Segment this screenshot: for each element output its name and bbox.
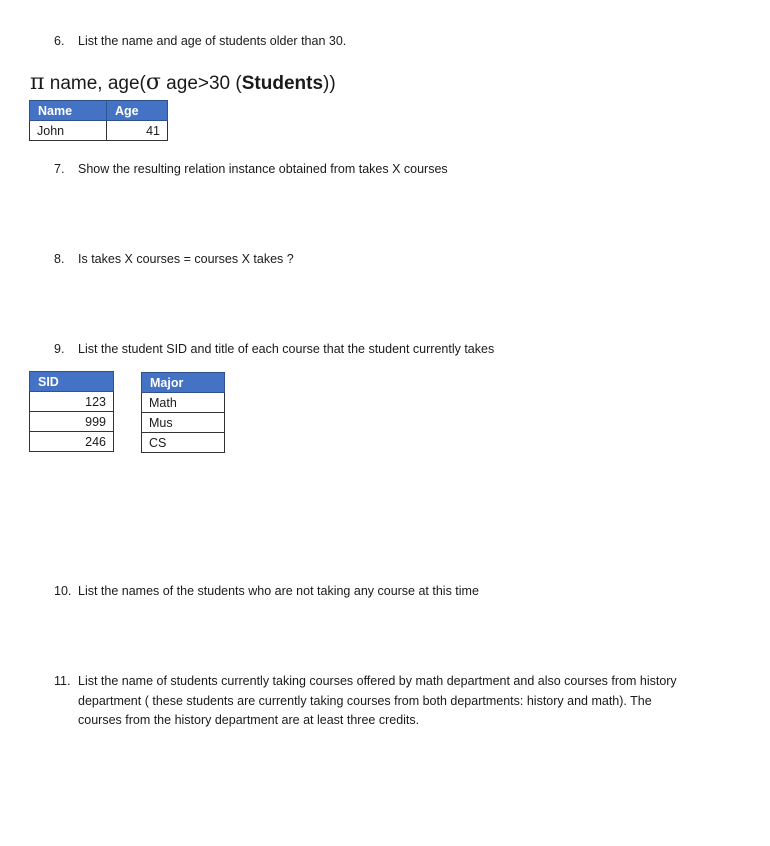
table-row [30,121,168,141]
question-11 [54,672,754,730]
cell-name: John [30,121,107,141]
question-number: 10. [54,584,72,598]
question-number: 11. [54,674,71,688]
question-text: List the name and age of students older than 30. [78,34,347,48]
sid-cell: 123 [30,392,114,412]
sigma-symbol: σ [145,70,161,95]
pi-symbol: π [30,70,45,95]
sid-cell: 999 [30,412,114,432]
question-number: 8. [54,252,65,266]
major-cell: Mus [142,413,225,433]
column-header-name: Name [30,101,107,121]
table-row [30,412,114,432]
sid-table [29,371,114,452]
question-number: 9. [54,342,65,356]
column-header-major: Major [142,373,225,393]
question-text-line-2: department ( these students are currently taking courses from both departments: history and math). The [78,694,652,708]
table-row [30,432,114,452]
question-text-line-3: courses from the history department are at least three credits. [78,713,420,727]
question-text: List the names of the students who are not taking any course at this time [78,584,479,598]
column-header-age: Age [107,101,168,121]
sid-cell: 246 [30,432,114,452]
table-row [142,413,225,433]
table-row [142,433,225,453]
question-8 [54,250,754,269]
question-text-line-1: List the name of students currently taking courses offered by math department and also courses from history [78,674,677,688]
major-cell: CS [142,433,225,453]
table-row [30,392,114,412]
major-table [141,372,225,453]
result-table-name-age [29,100,168,141]
question-number: 7. [54,162,65,176]
question-7 [54,160,754,179]
question-text: List the student SID and title of each course that the student currently takes [78,342,495,356]
relation-name: Students [241,73,324,94]
column-header-sid: SID [30,372,114,392]
relational-algebra-formula: π name, age(σ age>30 (Students)) [30,70,336,95]
question-text: Show the resulting relation instance obtained from takes X courses [78,162,448,176]
question-10 [54,582,754,601]
question-text: Is takes X courses = courses X takes ? [78,252,294,266]
question-6 [54,32,754,51]
question-9 [54,340,754,359]
table-row [142,393,225,413]
cell-age: 41 [107,121,168,141]
major-cell: Math [142,393,225,413]
question-number: 6. [54,34,65,48]
